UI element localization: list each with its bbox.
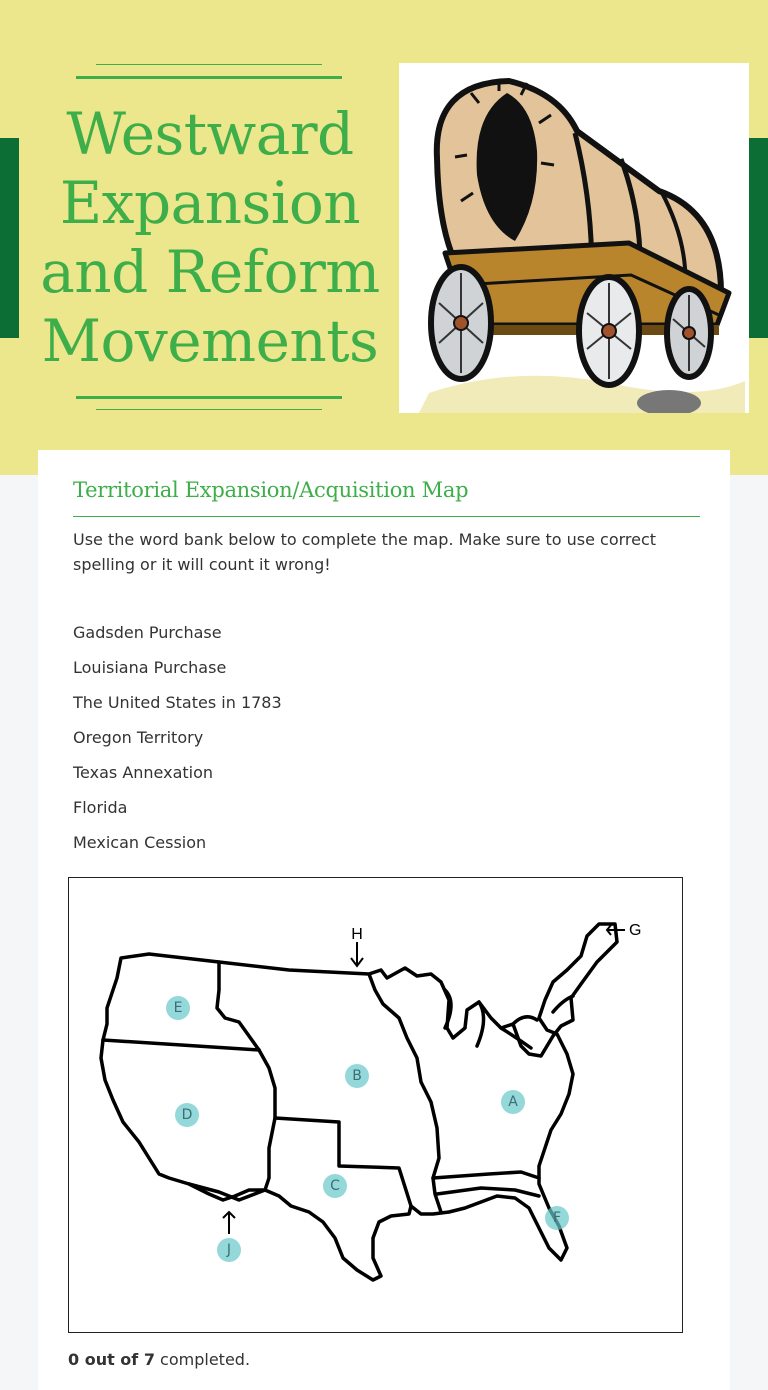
title-rule-top-thin [96, 64, 322, 65]
arrow-j-icon [223, 1212, 235, 1234]
map-hotspot-c[interactable]: C [323, 1174, 347, 1198]
worksheet-header [0, 0, 768, 475]
section-title-rule [73, 516, 700, 517]
territory-map [68, 877, 683, 1333]
word-bank-item: Louisiana Purchase [73, 658, 227, 677]
arrow-label-h: H [351, 926, 363, 943]
map-hotspot-e[interactable]: E [166, 996, 190, 1020]
map-boundary-oregon-east [217, 962, 259, 1050]
section-title: Territorial Expansion/Acquisition Map [73, 478, 469, 502]
progress-count: 0 out of 7 [68, 1350, 155, 1369]
title-line: Movements [41, 307, 379, 375]
title-line: Westward [66, 100, 354, 168]
covered-wagon-illustration [399, 63, 749, 413]
map-boundary-oregon-south [103, 1040, 259, 1050]
word-bank [73, 621, 282, 866]
map-boundary-florida [433, 1172, 539, 1178]
map-hotspot-f[interactable]: F [545, 1206, 569, 1230]
map-hotspot-d[interactable]: D [175, 1103, 199, 1127]
word-bank-item: Oregon Territory [73, 728, 204, 747]
header-side-bar-left [0, 138, 19, 338]
header-side-bar-right [749, 138, 768, 338]
word-bank-item: Texas Annexation [73, 763, 214, 782]
word-bank-item: Gadsden Purchase [73, 623, 222, 642]
map-hotspot-j[interactable]: J [217, 1238, 241, 1262]
page-title [20, 100, 400, 376]
progress-suffix: completed. [154, 1350, 251, 1369]
map-boundary-florida-north [437, 1188, 539, 1196]
us-territory-outline-map [69, 878, 682, 1332]
word-bank-item: Mexican Cession [73, 833, 207, 852]
map-hotspot-a[interactable]: A [501, 1090, 525, 1114]
title-line: Expansion [59, 169, 361, 237]
activity-card [38, 450, 730, 1390]
title-rule-bottom-thin [96, 409, 322, 410]
word-bank-item: The United States in 1783 [73, 693, 282, 712]
map-boundary-cession [259, 1050, 275, 1190]
arrow-h-icon [351, 942, 363, 966]
title-rule-top-thick [76, 76, 342, 79]
map-great-lakes [445, 990, 573, 1048]
map-boundary-louisiana-east [369, 974, 441, 1212]
progress-status [68, 1350, 250, 1369]
covered-wagon-image [399, 63, 749, 413]
map-hotspot-b[interactable]: B [345, 1064, 369, 1088]
title-rule-bottom-thick [76, 396, 342, 399]
map-us-outline [101, 924, 617, 1280]
instructions-text: Use the word bank below to complete the map. Make sure to use correct spelling or it will count it wrong! [73, 530, 657, 574]
word-bank-item: Florida [73, 798, 128, 817]
title-line: and Reform [40, 238, 380, 306]
arrow-label-g: G [629, 922, 642, 939]
